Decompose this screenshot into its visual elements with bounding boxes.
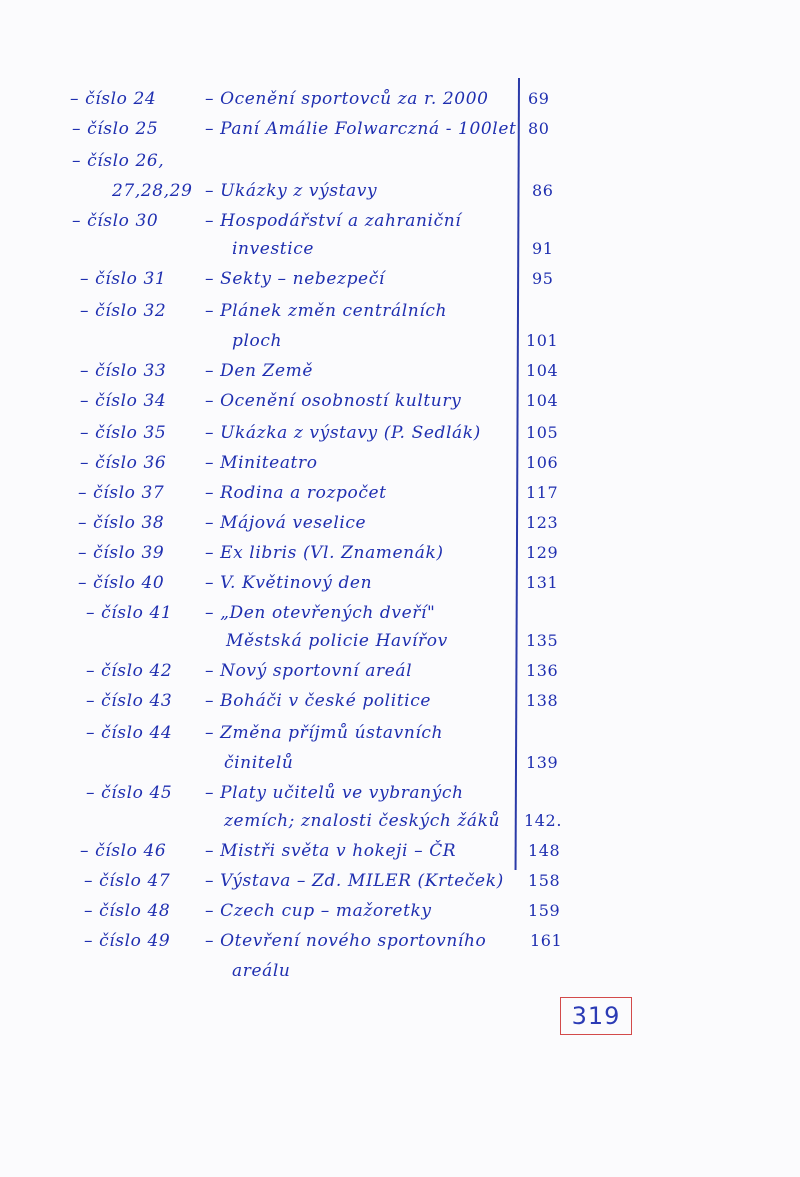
entry-title: – Nový sportovní areál <box>205 661 413 681</box>
entry-number: – číslo 32 <box>80 301 167 321</box>
list-item <box>0 268 800 298</box>
entry-page: 106 <box>526 453 559 472</box>
list-item <box>0 782 800 812</box>
entry-number: – číslo 30 <box>72 211 159 231</box>
entry-number: – číslo 44 <box>86 723 173 743</box>
entry-number: – číslo 45 <box>86 783 173 803</box>
entry-number: – číslo 46 <box>80 841 167 861</box>
list-item <box>0 390 800 420</box>
list-item <box>0 900 800 930</box>
entry-page: 142. <box>524 811 563 830</box>
entry-title: – Sekty – nebezpečí <box>205 269 385 289</box>
entry-title: – Ukázka z výstavy (P. Sedlák) <box>205 423 481 443</box>
entry-page: 80 <box>528 119 550 138</box>
list-item <box>0 722 800 752</box>
entry-number: – číslo 38 <box>78 513 165 533</box>
list-item <box>0 180 800 210</box>
entry-page: 138 <box>526 691 559 710</box>
entry-number: – číslo 25 <box>72 119 159 139</box>
list-item <box>0 330 800 360</box>
entry-title: – Výstava – Zd. MILER (Krteček) <box>205 871 504 891</box>
entry-title: – Platy učitelů ve vybraných <box>205 783 464 803</box>
entry-page: 148 <box>528 841 561 860</box>
entry-page: 101 <box>526 331 559 350</box>
entry-title: – Otevření nového sportovního <box>205 931 487 951</box>
list-item <box>0 422 800 452</box>
entry-page: 95 <box>532 269 554 288</box>
list-item <box>0 542 800 572</box>
entry-number: – číslo 41 <box>86 603 173 623</box>
entry-number: – číslo 36 <box>80 453 167 473</box>
entry-number: – číslo 26, <box>72 151 165 171</box>
entry-number: – číslo 49 <box>84 931 171 951</box>
list-item <box>0 360 800 390</box>
entry-title: ploch <box>232 331 283 351</box>
entry-number: – číslo 24 <box>70 89 157 109</box>
list-item <box>0 238 800 268</box>
list-item <box>0 482 800 512</box>
entry-title: – Boháči v české politice <box>205 691 431 711</box>
entry-title: – V. Květinový den <box>205 573 373 593</box>
entry-title: – Mistři světa v hokeji – ČR <box>205 841 457 861</box>
entry-page: 131 <box>526 573 559 592</box>
list-item <box>0 88 800 118</box>
entry-title: zemích; znalosti českých žáků <box>224 811 501 831</box>
entry-title: – Miniteatro <box>205 453 318 473</box>
entry-title: – Ex libris (Vl. Znamenák) <box>205 543 444 563</box>
list-item <box>0 660 800 690</box>
entry-page: 139 <box>526 753 559 772</box>
entry-title: – „Den otevřených dveří" <box>205 603 436 623</box>
entry-title: – Hospodářství a zahraniční <box>205 211 462 231</box>
list-item <box>0 300 800 330</box>
list-item <box>0 630 800 660</box>
entry-number: 27,28,29 <box>112 181 193 201</box>
list-item <box>0 512 800 542</box>
entry-page: 123 <box>526 513 559 532</box>
entry-number: – číslo 47 <box>84 871 171 891</box>
entry-number: – číslo 48 <box>84 901 171 921</box>
entry-number: – číslo 39 <box>78 543 165 563</box>
page-number-stamp <box>560 997 632 1035</box>
list-item <box>0 870 800 900</box>
entry-number: – číslo 43 <box>86 691 173 711</box>
list-item <box>0 210 800 240</box>
entry-title: – Rodina a rozpočet <box>205 483 387 503</box>
entry-page: 104 <box>526 391 559 410</box>
entry-number: – číslo 40 <box>78 573 165 593</box>
entry-title: – Ocenění osobností kultury <box>205 391 462 411</box>
entry-page: 135 <box>526 631 559 650</box>
entry-number: – číslo 33 <box>80 361 167 381</box>
entry-title: – Paní Amálie Folwarczná - 100let <box>205 119 517 139</box>
list-item <box>0 572 800 602</box>
entry-page: 158 <box>528 871 561 890</box>
entry-title: – Ocenění sportovců za r. 2000 <box>205 89 489 109</box>
entry-page: 129 <box>526 543 559 562</box>
entry-page: 117 <box>526 483 559 502</box>
list-item <box>0 690 800 720</box>
entry-title: areálu <box>232 961 291 981</box>
entry-page: 136 <box>526 661 559 680</box>
entry-number: – číslo 34 <box>80 391 167 411</box>
entry-number: – číslo 37 <box>78 483 165 503</box>
list-item <box>0 752 800 782</box>
entry-title: – Czech cup – mažoretky <box>205 901 432 921</box>
entry-title: – Ukázky z výstavy <box>205 181 378 201</box>
entry-page: 104 <box>526 361 559 380</box>
list-item <box>0 930 800 960</box>
entry-title: – Den Země <box>205 361 313 381</box>
entry-title: – Plánek změn centrálních <box>205 301 448 321</box>
entry-title: – Májová veselice <box>205 513 367 533</box>
entry-number: – číslo 42 <box>86 661 173 681</box>
entry-page: 161 <box>530 931 563 950</box>
entry-page: 91 <box>532 239 554 258</box>
entry-number: – číslo 31 <box>80 269 167 289</box>
list-item <box>0 118 800 148</box>
list-item <box>0 602 800 632</box>
list-item <box>0 452 800 482</box>
entry-page: 69 <box>528 89 550 108</box>
entry-title: investice <box>232 239 315 259</box>
page-number-stamp-value: 319 <box>571 1002 621 1030</box>
list-item <box>0 150 800 180</box>
list-item <box>0 810 800 840</box>
entry-page: 105 <box>526 423 559 442</box>
entry-page: 86 <box>532 181 554 200</box>
entry-title: Městská policie Havířov <box>226 631 448 651</box>
entry-title: činitelů <box>224 753 294 773</box>
list-item <box>0 840 800 870</box>
list-item <box>0 960 800 990</box>
entry-page: 159 <box>528 901 561 920</box>
entry-title: – Změna příjmů ústavních <box>205 723 444 743</box>
entry-number: – číslo 35 <box>80 423 167 443</box>
